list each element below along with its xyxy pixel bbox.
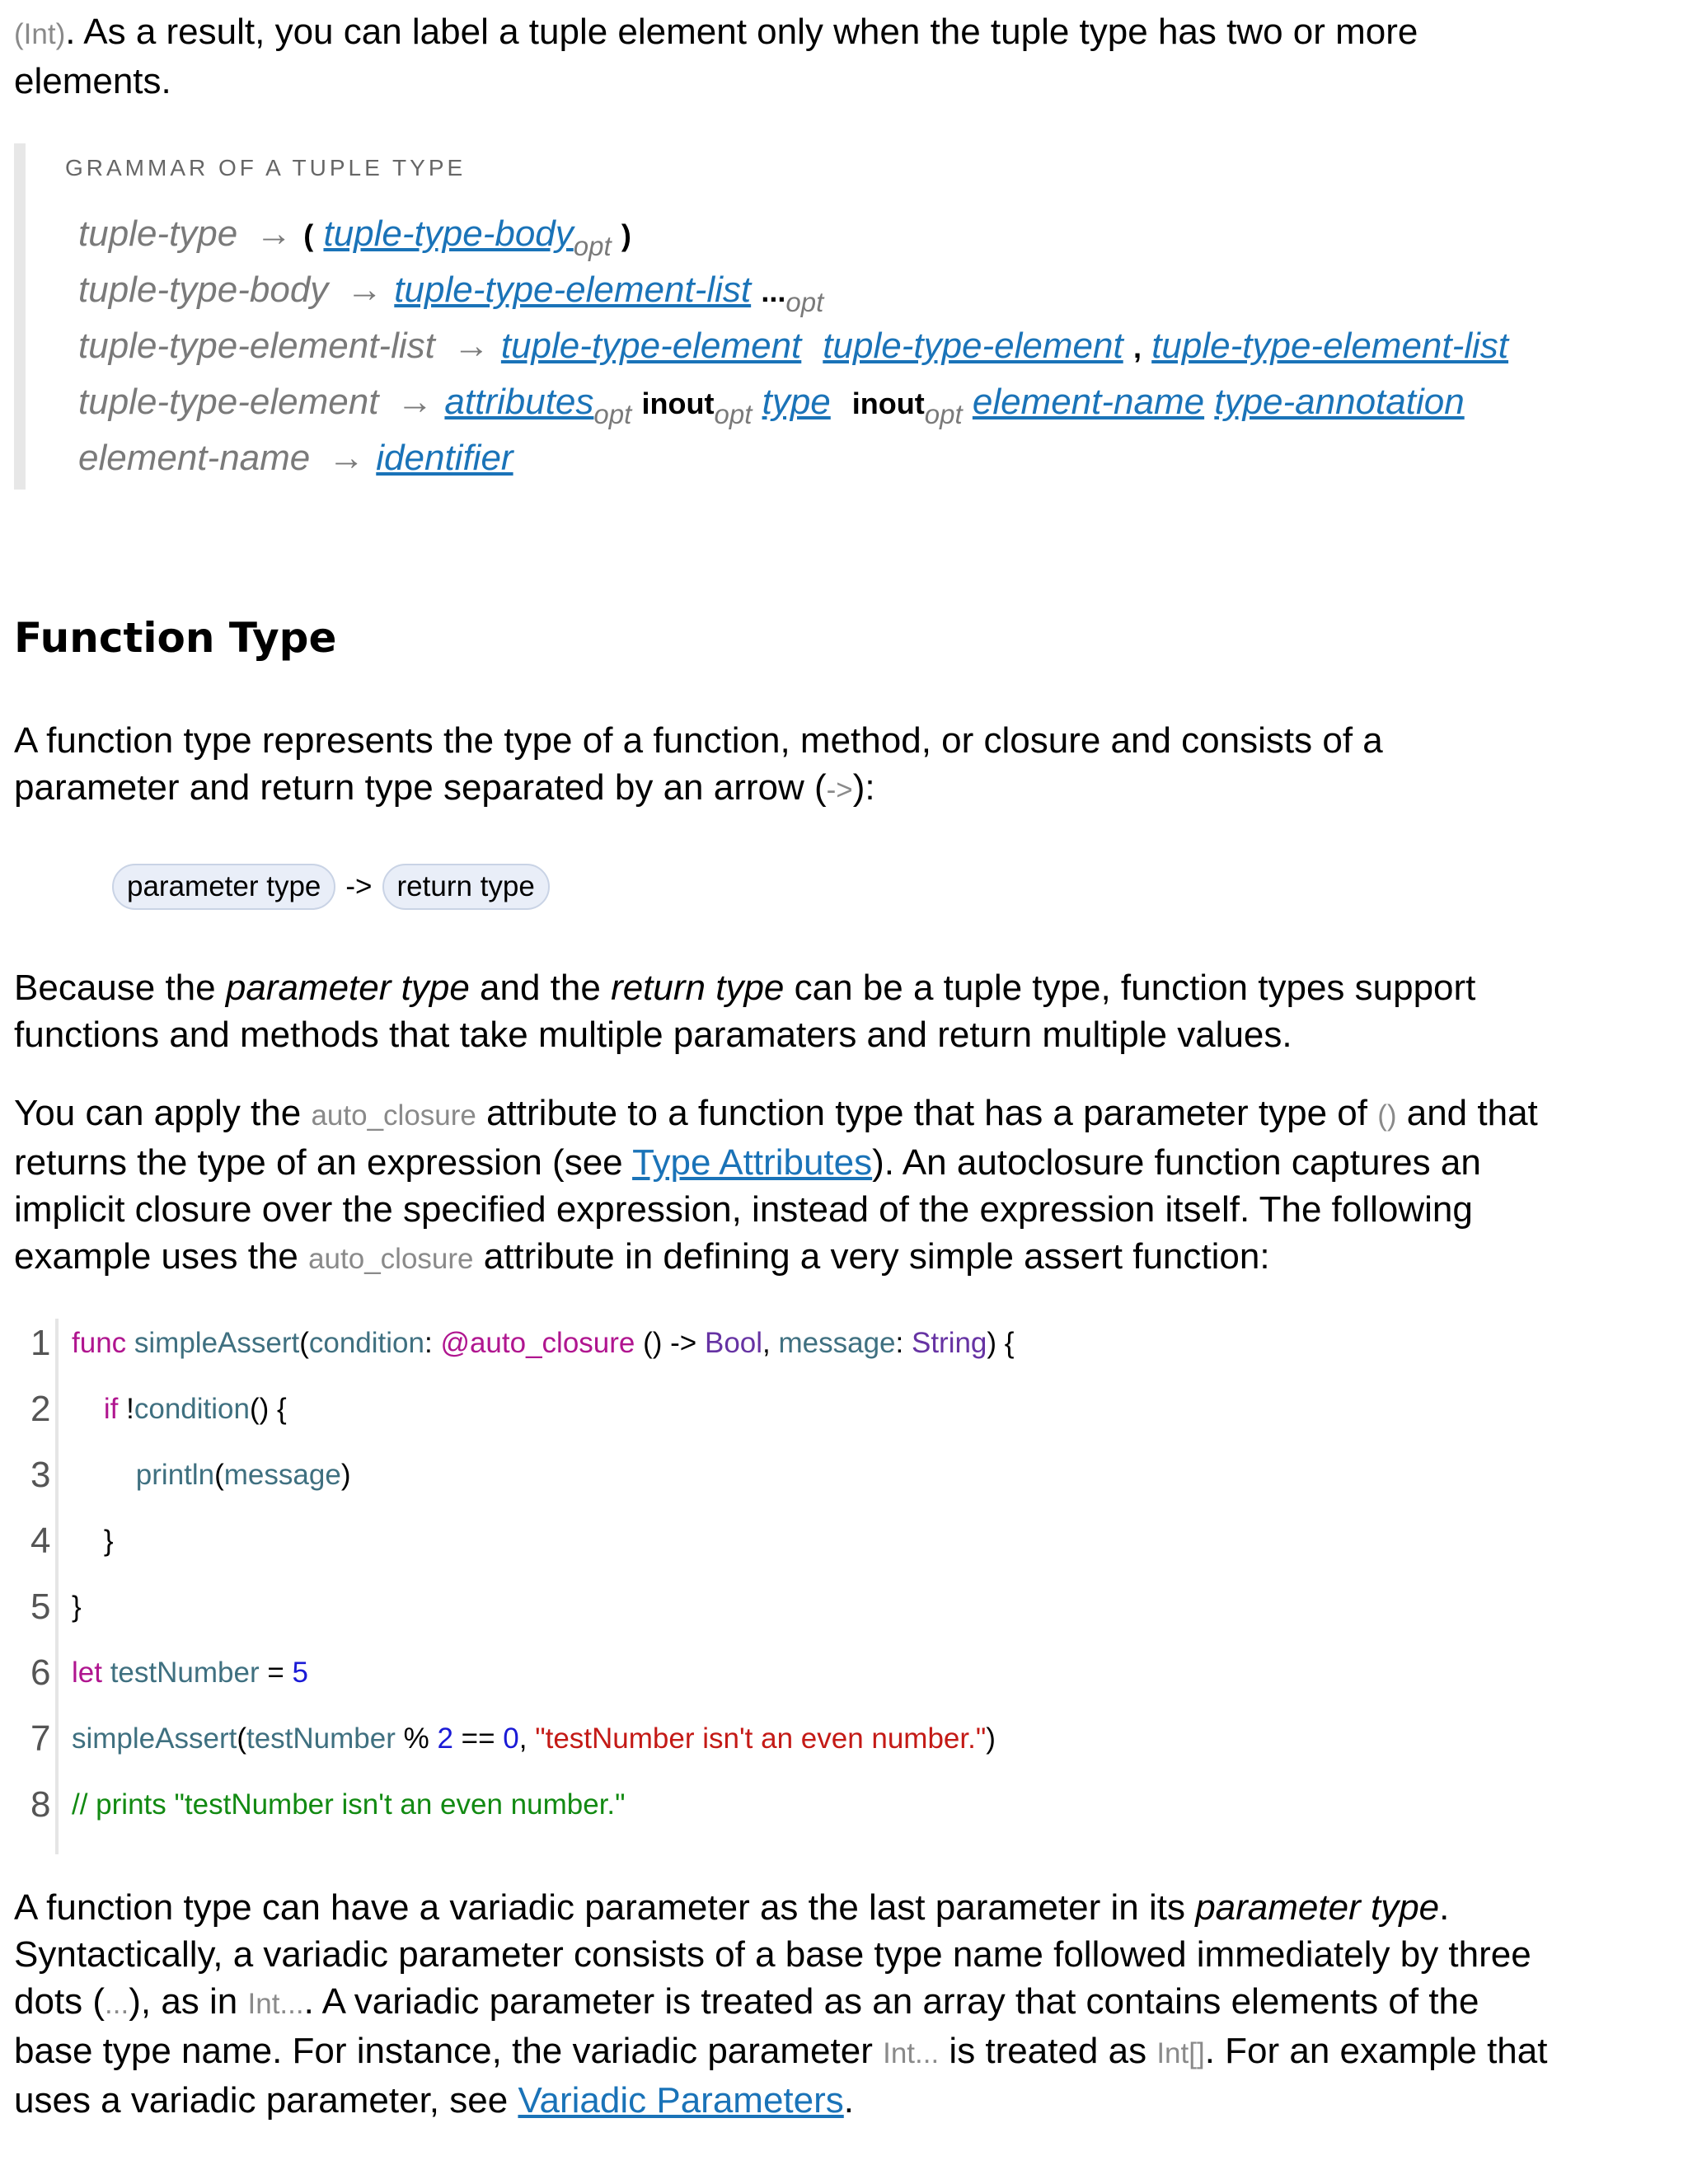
- grammar-link[interactable]: attributes: [444, 382, 594, 422]
- paragraph-3: You can apply the auto_closure attribute to a function type that has a parameter type of () and that returns the type of an expression (see Type Attributes). An autoclosure function captures an implicit closure over the specified expression, instead of the expression itself. The following example uses the auto_closure attribute in defining a very simple assert function:: [14, 1093, 1538, 1277]
- grammar-rule-tuple-type-element-list: tuple-type-element-list → tuple-type-element tuple-type-element , tuple-type-element-list: [78, 326, 1509, 366]
- paragraph-4: A function type can have a variadic parameter as the last parameter in its parameter type. Syntactically, a variadic parameter consists of a base type name followed immediately by three dots (...), as in Int.... A variadic parameter is treated as an array that contains elements of the base type name. For instance, the variadic parameter Int... is treated as Int[]. For an example that uses a variadic parameter, see Variadic Parameters.: [14, 1887, 1548, 2121]
- parameter-type-token: parameter type: [112, 864, 335, 910]
- grammar-link[interactable]: tuple-type-element-list: [1151, 326, 1509, 366]
- grammar-link[interactable]: identifier: [376, 438, 513, 478]
- inline-code: ...: [105, 1988, 129, 2020]
- grammar-link[interactable]: tuple-type-element: [500, 326, 802, 366]
- function-type-syntax: [112, 864, 550, 910]
- grammar-rule-tuple-type-body: tuple-type-body → tuple-type-element-list $..._{opt}$: [78, 269, 824, 317]
- grammar-rule-tuple-type: tuple-type → ( tuple-type-body$_{opt}$ ): [78, 213, 631, 261]
- line-number: 4: [30, 1521, 51, 1561]
- grammar-rule-tuple-type-element: tuple-type-element → attributes$_{opt}$ inout$_{opt}$ type inout$_{opt}$ element-name type-annotation: [78, 382, 1465, 429]
- inline-code: ->: [826, 774, 853, 806]
- line-number: 1: [30, 1323, 51, 1363]
- type-attributes-link[interactable]: Type Attributes: [632, 1142, 873, 1183]
- grammar-link[interactable]: tuple-type-body: [323, 213, 574, 254]
- inline-code: Int...: [883, 2037, 940, 2069]
- grammar-box: [14, 143, 1674, 490]
- arrow-token: ->: [345, 870, 373, 902]
- line-number: 5: [30, 1586, 51, 1627]
- inline-code: (Int): [14, 18, 66, 50]
- return-type-token: return type: [382, 864, 550, 910]
- inline-code: Int[]: [1156, 2037, 1205, 2069]
- variadic-parameters-link[interactable]: Variadic Parameters: [518, 2080, 844, 2121]
- intro-paragraph: (Int). As a result, you can label a tuple element only when the tuple type has two or more elements.: [14, 12, 1418, 101]
- inline-code: auto_closure: [308, 1243, 474, 1275]
- grammar-link[interactable]: element-name: [972, 382, 1205, 422]
- line-number: 6: [30, 1652, 51, 1693]
- grammar-link[interactable]: tuple-type-element: [823, 326, 1123, 366]
- line-number: 8: [30, 1784, 51, 1825]
- line-number: 7: [30, 1718, 51, 1759]
- paragraph-2: Because the parameter type and the return type can be a tuple type, function types support functions and methods that take multiple paramaters and return multiple values.: [14, 968, 1476, 1055]
- inline-code: (): [1377, 1099, 1397, 1132]
- grammar-link[interactable]: tuple-type-element-list: [394, 269, 752, 310]
- grammar-link[interactable]: type: [762, 382, 831, 422]
- section-heading: Function Type: [14, 614, 337, 662]
- line-number: 3: [30, 1455, 51, 1495]
- grammar-heading: GRAMMAR OF A TUPLE TYPE: [65, 155, 467, 180]
- paragraph-1: A function type represents the type of a function, method, or closure and consists of a parameter and return type separated by an arrow (->):: [14, 720, 1383, 808]
- inline-code: Int...: [247, 1988, 304, 2020]
- grammar-link[interactable]: type-annotation: [1214, 382, 1465, 422]
- inline-code: auto_closure: [311, 1099, 476, 1132]
- grammar-rule-element-name: element-name → identifier: [78, 438, 513, 478]
- code-block: 1 func simpleAssert(condition: @auto_closure () -> Bool, message: String) { 2 if !condition() { 3 println(message) 4 } 5 } 6 let testNumber = 5 7 simpleAssert(testNumber % 2 == 0, "testNumber isn't an even number.") 8 // prints "testNumber isn't an even number.": [14, 1319, 1662, 1854]
- line-number: 2: [30, 1389, 51, 1429]
